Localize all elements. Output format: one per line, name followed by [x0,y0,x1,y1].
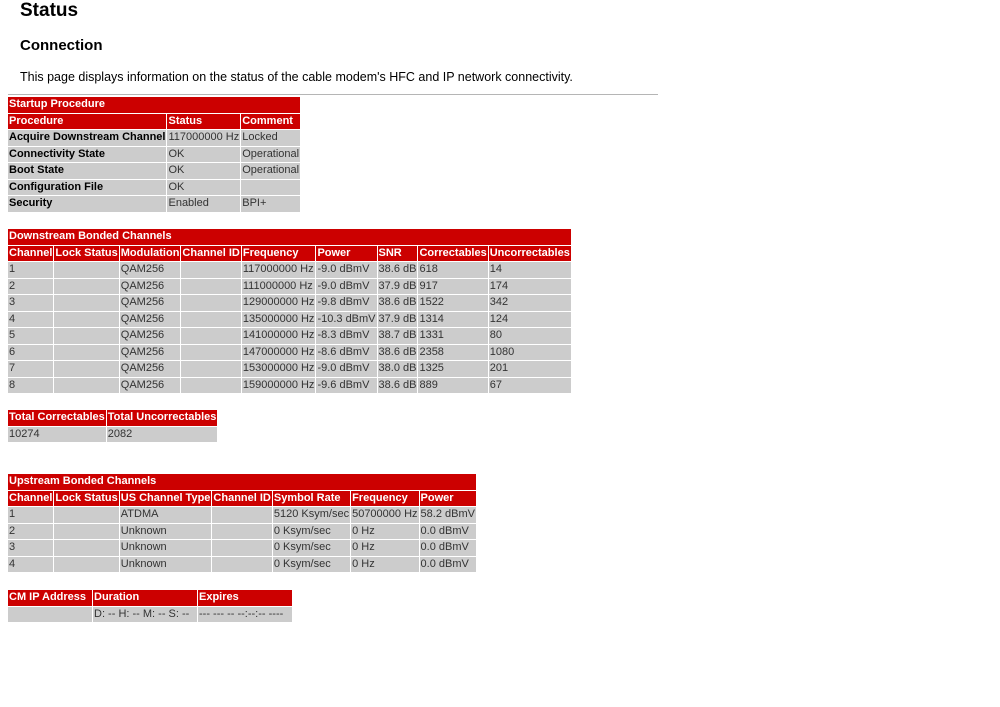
column-header: Lock Status [54,246,118,262]
table-cell: 0.0 dBmV [420,540,476,556]
table-row [8,607,292,623]
table-cell: Unknown [120,557,212,573]
table-cell: 7 [8,361,53,377]
status-cell: Enabled [167,196,240,212]
table-cell: 1522 [418,295,487,311]
column-header: Channel [8,491,53,507]
table-row [8,540,476,556]
table-cell: 889 [418,378,487,394]
section-title: Connection [20,37,103,54]
table-cell: 38.6 dB [378,378,418,394]
table-row [8,295,571,311]
cm-ip-table [7,589,293,623]
table-cell [54,557,118,573]
table-row [8,361,571,377]
table-cell: Unknown [120,524,212,540]
table-cell: 8 [8,378,53,394]
table-cell [212,507,271,523]
table-cell: 5120 Ksym/sec [273,507,350,523]
cm-ip-address-value [8,607,92,623]
table-row [8,557,476,573]
comment-cell: Operational [241,147,300,163]
column-header: Channel ID [181,246,240,262]
table-cell [54,279,118,295]
table-row [8,279,571,295]
expires-value: --- --- -- --:--:-- ---- [198,607,292,623]
table-cell: 1 [8,507,53,523]
table-cell [212,540,271,556]
table-cell: 147000000 Hz [242,345,316,361]
column-header: Lock Status [54,491,118,507]
table-cell: 342 [489,295,571,311]
total-uncorrectables-value: 2082 [107,427,218,443]
column-header: Frequency [351,491,418,507]
column-header: Duration [93,590,197,606]
table-cell: 129000000 Hz [242,295,316,311]
table-row [8,345,571,361]
column-header: Expires [198,590,292,606]
column-header: Symbol Rate [273,491,350,507]
total-correctables-value: 10274 [8,427,106,443]
table-cell: 117000000 Hz [242,262,316,278]
column-header: Comment [241,114,300,130]
table-cell [181,345,240,361]
table-cell: -10.3 dBmV [316,312,376,328]
table-title: Downstream Bonded Channels [8,229,571,245]
column-header: Correctables [418,246,487,262]
column-header: Channel [8,246,53,262]
table-row [8,312,571,328]
procedure-cell: Security [8,196,166,212]
table-row [8,262,571,278]
table-cell: 2 [8,279,53,295]
table-cell: 1314 [418,312,487,328]
table-cell: 6 [8,345,53,361]
table-cell [181,262,240,278]
table-cell: 0 Hz [351,557,418,573]
status-cell: OK [167,180,240,196]
table-cell: 2358 [418,345,487,361]
table-cell: 3 [8,540,53,556]
table-title: Upstream Bonded Channels [8,474,476,490]
table-cell [212,557,271,573]
column-header: Channel ID [212,491,271,507]
table-cell: QAM256 [120,262,181,278]
table-cell: 38.6 dB [378,345,418,361]
table-cell: 111000000 Hz [242,279,316,295]
comment-cell: Operational [241,163,300,179]
table-cell: -8.6 dBmV [316,345,376,361]
table-cell: 0 Hz [351,524,418,540]
table-cell: 4 [8,557,53,573]
table-row [8,180,300,196]
table-cell: 1 [8,262,53,278]
table-cell [181,279,240,295]
table-cell [181,295,240,311]
duration-value: D: -- H: -- M: -- S: -- [93,607,197,623]
upstream-channels-table [7,473,477,573]
table-cell: QAM256 [120,312,181,328]
table-cell: 3 [8,295,53,311]
column-header: Frequency [242,246,316,262]
table-row [8,163,300,179]
table-cell: 124 [489,312,571,328]
startup-procedure-table [7,96,301,213]
table-cell [54,345,118,361]
table-cell: 618 [418,262,487,278]
table-cell [54,262,118,278]
table-cell: 80 [489,328,571,344]
table-cell: 0 Ksym/sec [273,524,350,540]
procedure-cell: Connectivity State [8,147,166,163]
table-cell: 4 [8,312,53,328]
table-cell [54,295,118,311]
table-title: Startup Procedure [8,97,300,113]
totals-table [7,409,218,443]
table-row [8,427,217,443]
comment-cell: Locked [241,130,300,146]
table-cell [181,361,240,377]
table-row [8,196,300,212]
status-cell: 117000000 Hz [167,130,240,146]
table-cell: -9.0 dBmV [316,279,376,295]
column-header: Total Correctables [8,410,106,426]
table-cell: 0 Ksym/sec [273,557,350,573]
table-cell: 153000000 Hz [242,361,316,377]
status-cell: OK [167,163,240,179]
table-cell: Unknown [120,540,212,556]
table-cell: 174 [489,279,571,295]
table-cell: QAM256 [120,279,181,295]
column-header: Power [316,246,376,262]
table-cell [212,524,271,540]
table-cell [54,540,118,556]
table-cell: 37.9 dB [378,279,418,295]
table-cell [54,328,118,344]
table-cell: 0.0 dBmV [420,557,476,573]
comment-cell: BPI+ [241,196,300,212]
table-cell: 2 [8,524,53,540]
table-cell: QAM256 [120,378,181,394]
downstream-channels-table [7,228,572,394]
table-cell: 159000000 Hz [242,378,316,394]
column-header: CM IP Address [8,590,92,606]
table-cell [54,361,118,377]
procedure-cell: Configuration File [8,180,166,196]
table-row [8,147,300,163]
column-header: Total Uncorrectables [107,410,218,426]
table-cell: 50700000 Hz [351,507,418,523]
table-cell [54,312,118,328]
table-cell [54,507,118,523]
procedure-cell: Boot State [8,163,166,179]
comment-cell [241,180,300,196]
table-cell: 0.0 dBmV [420,524,476,540]
table-row [8,378,571,394]
table-cell: 1080 [489,345,571,361]
table-cell: 917 [418,279,487,295]
table-cell: 1325 [418,361,487,377]
table-cell: 201 [489,361,571,377]
table-cell: 135000000 Hz [242,312,316,328]
table-cell: ATDMA [120,507,212,523]
table-cell [181,328,240,344]
table-cell: 38.6 dB [378,262,418,278]
table-cell: 5 [8,328,53,344]
table-cell: 38.7 dB [378,328,418,344]
column-header: SNR [378,246,418,262]
procedure-cell: Acquire Downstream Channel [8,130,166,146]
status-cell: OK [167,147,240,163]
table-cell: QAM256 [120,328,181,344]
table-cell: 141000000 Hz [242,328,316,344]
table-cell: 14 [489,262,571,278]
table-cell: 67 [489,378,571,394]
table-row [8,130,300,146]
table-cell: -9.0 dBmV [316,262,376,278]
column-header: Power [420,491,476,507]
table-cell: QAM256 [120,295,181,311]
page-title: Status [20,0,79,21]
table-row [8,507,476,523]
table-cell: 1331 [418,328,487,344]
table-cell [181,378,240,394]
table-cell: 38.6 dB [378,295,418,311]
column-header: Status [167,114,240,130]
table-cell: -9.0 dBmV [316,361,376,377]
table-cell: -9.6 dBmV [316,378,376,394]
column-header: Procedure [8,114,166,130]
column-header: US Channel Type [120,491,212,507]
table-cell: -9.8 dBmV [316,295,376,311]
table-cell: QAM256 [120,361,181,377]
table-cell [181,312,240,328]
table-cell: 38.0 dB [378,361,418,377]
table-row [8,524,476,540]
column-header: Modulation [120,246,181,262]
table-cell: 58.2 dBmV [420,507,476,523]
table-cell [54,524,118,540]
table-cell: 0 Hz [351,540,418,556]
table-cell: QAM256 [120,345,181,361]
divider [8,94,658,95]
table-cell [54,378,118,394]
table-row [8,328,571,344]
table-cell: -8.3 dBmV [316,328,376,344]
table-cell: 0 Ksym/sec [273,540,350,556]
table-cell: 37.9 dB [378,312,418,328]
intro-text: This page displays information on the status of the cable modem's HFC and IP network connectivity. [20,70,573,84]
column-header: Uncorrectables [489,246,571,262]
